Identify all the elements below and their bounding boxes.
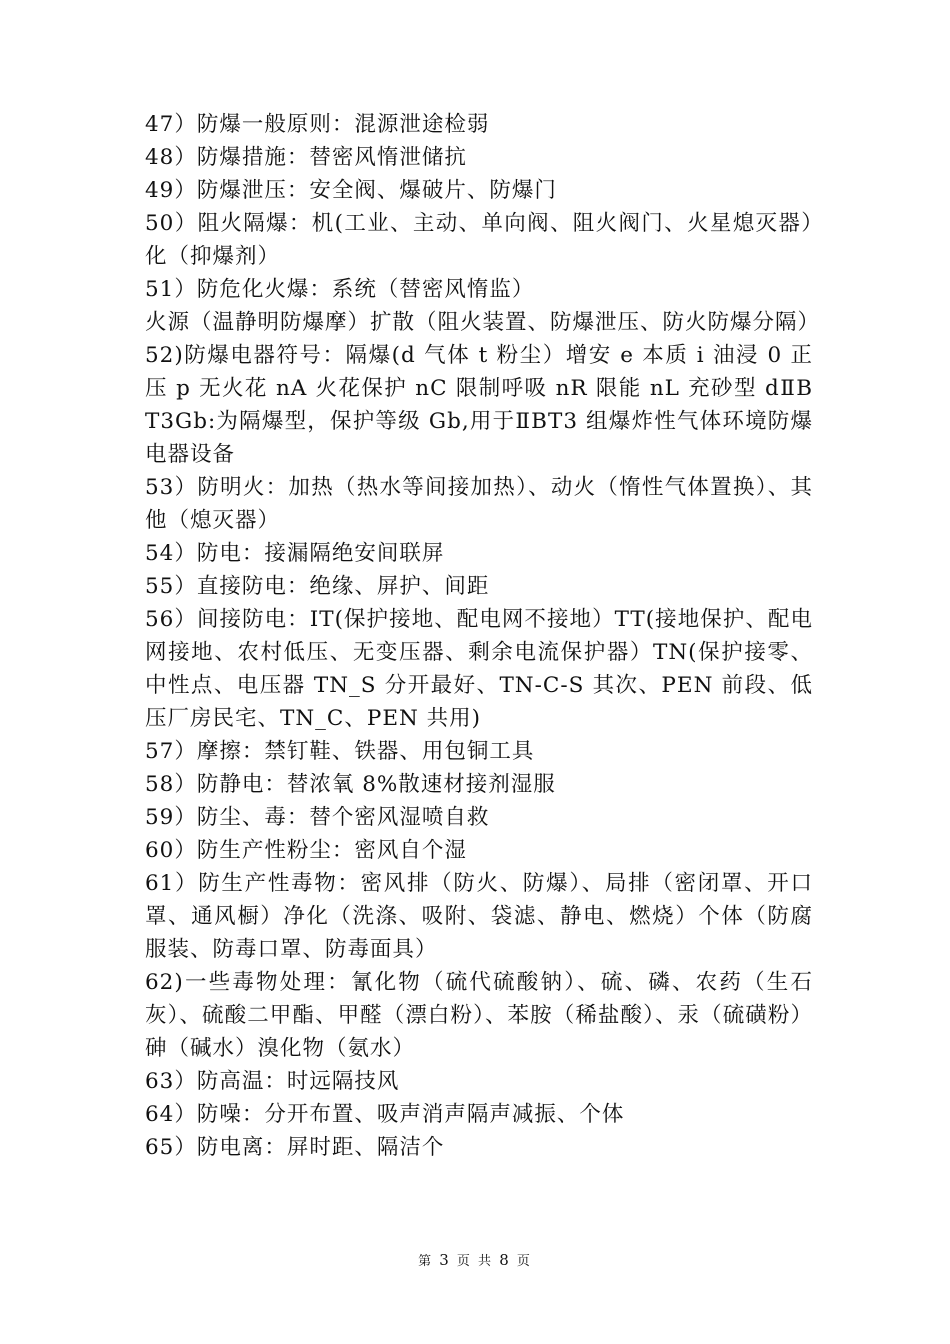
paragraph: 55）直接防电：绝缘、屏护、间距 bbox=[145, 574, 490, 599]
paragraph: 47）防爆一般原则：混源泄途检弱 bbox=[145, 112, 490, 137]
paragraph: 53）防明火：加热（热水等间接加热）、动火（惰性气体置换）、其他（熄灭器） bbox=[145, 475, 813, 533]
paragraph: 火源（温静明防爆摩）扩散（阻火装置、防爆泄压、防火防爆分隔） bbox=[145, 310, 821, 335]
paragraph: 56）间接防电：IT(保护接地、配电网不接地）TT(接地保护、配电网接地、农村低压、无变压器、剩余电流保护器）TN(保护接零、中性点、电压器 TN_S 分开最好、TN-C-S 其次、PEN 前段、低压厂房民宅、TN_C、PEN 共用) bbox=[145, 607, 813, 731]
footer-suffix: 页 bbox=[516, 1254, 532, 1269]
paragraph: 62)一些毒物处理：氰化物（硫代硫酸钠）、硫、磷、农药（生石灰）、硫酸二甲酯、甲醛（漂白粉）、苯胺（稀盐酸）、汞（硫磺粉）砷（碱水）溴化物（氨水） bbox=[145, 970, 813, 1061]
paragraph: 65）防电离：屏时距、隔洁个 bbox=[145, 1135, 445, 1160]
total-page-number: 8 bbox=[499, 1251, 511, 1269]
footer-middle: 页 共 bbox=[456, 1254, 494, 1269]
paragraph: 52)防爆电器符号：隔爆(d 气体 t 粉尘）增安 e 本质 i 油浸 0 正压 p 无火花 nA 火花保护 nC 限制呼吸 nR 限能 nL 充砂型 dⅡBT3Gb:为隔爆型，保护等级 Gb,用于ⅡBT3 组爆炸性气体环境防爆电器设备 bbox=[145, 343, 813, 467]
current-page-number: 3 bbox=[439, 1251, 451, 1269]
paragraph: 48）防爆措施：替密风惰泄储抗 bbox=[145, 145, 467, 170]
paragraph: 49）防爆泄压：安全阀、爆破片、防爆门 bbox=[145, 178, 557, 203]
paragraph: 60）防生产性粉尘：密风自个湿 bbox=[145, 838, 467, 863]
footer-prefix: 第 bbox=[418, 1254, 434, 1269]
paragraph: 64）防噪：分开布置、吸声消声隔声减振、个体 bbox=[145, 1102, 625, 1127]
document-body bbox=[145, 108, 821, 1164]
paragraph: 54）防电：接漏隔绝安间联屏 bbox=[145, 541, 445, 566]
paragraph: 51）防危化火爆：系统（替密风惰监） bbox=[145, 277, 535, 302]
paragraph: 50）阻火隔爆：机(工业、主动、单向阀、阻火阀门、火星熄灭器）化（抑爆剂） bbox=[145, 211, 813, 269]
paragraph: 61）防生产性毒物：密风排（防火、防爆）、局排（密闭罩、开口罩、通风橱）净化（洗涤、吸附、袋滤、静电、燃烧）个体（防腐服装、防毒口罩、防毒面具） bbox=[145, 871, 813, 962]
paragraph: 59）防尘、毒：替个密风湿喷自救 bbox=[145, 805, 490, 830]
paragraph: 58）防静电：替浓氧 8%散速材接剂湿服 bbox=[145, 772, 556, 797]
paragraph: 63）防高温：时远隔技风 bbox=[145, 1069, 400, 1094]
page-footer bbox=[0, 1250, 950, 1269]
paragraph: 57）摩擦：禁钉鞋、铁器、用包铜工具 bbox=[145, 739, 535, 764]
